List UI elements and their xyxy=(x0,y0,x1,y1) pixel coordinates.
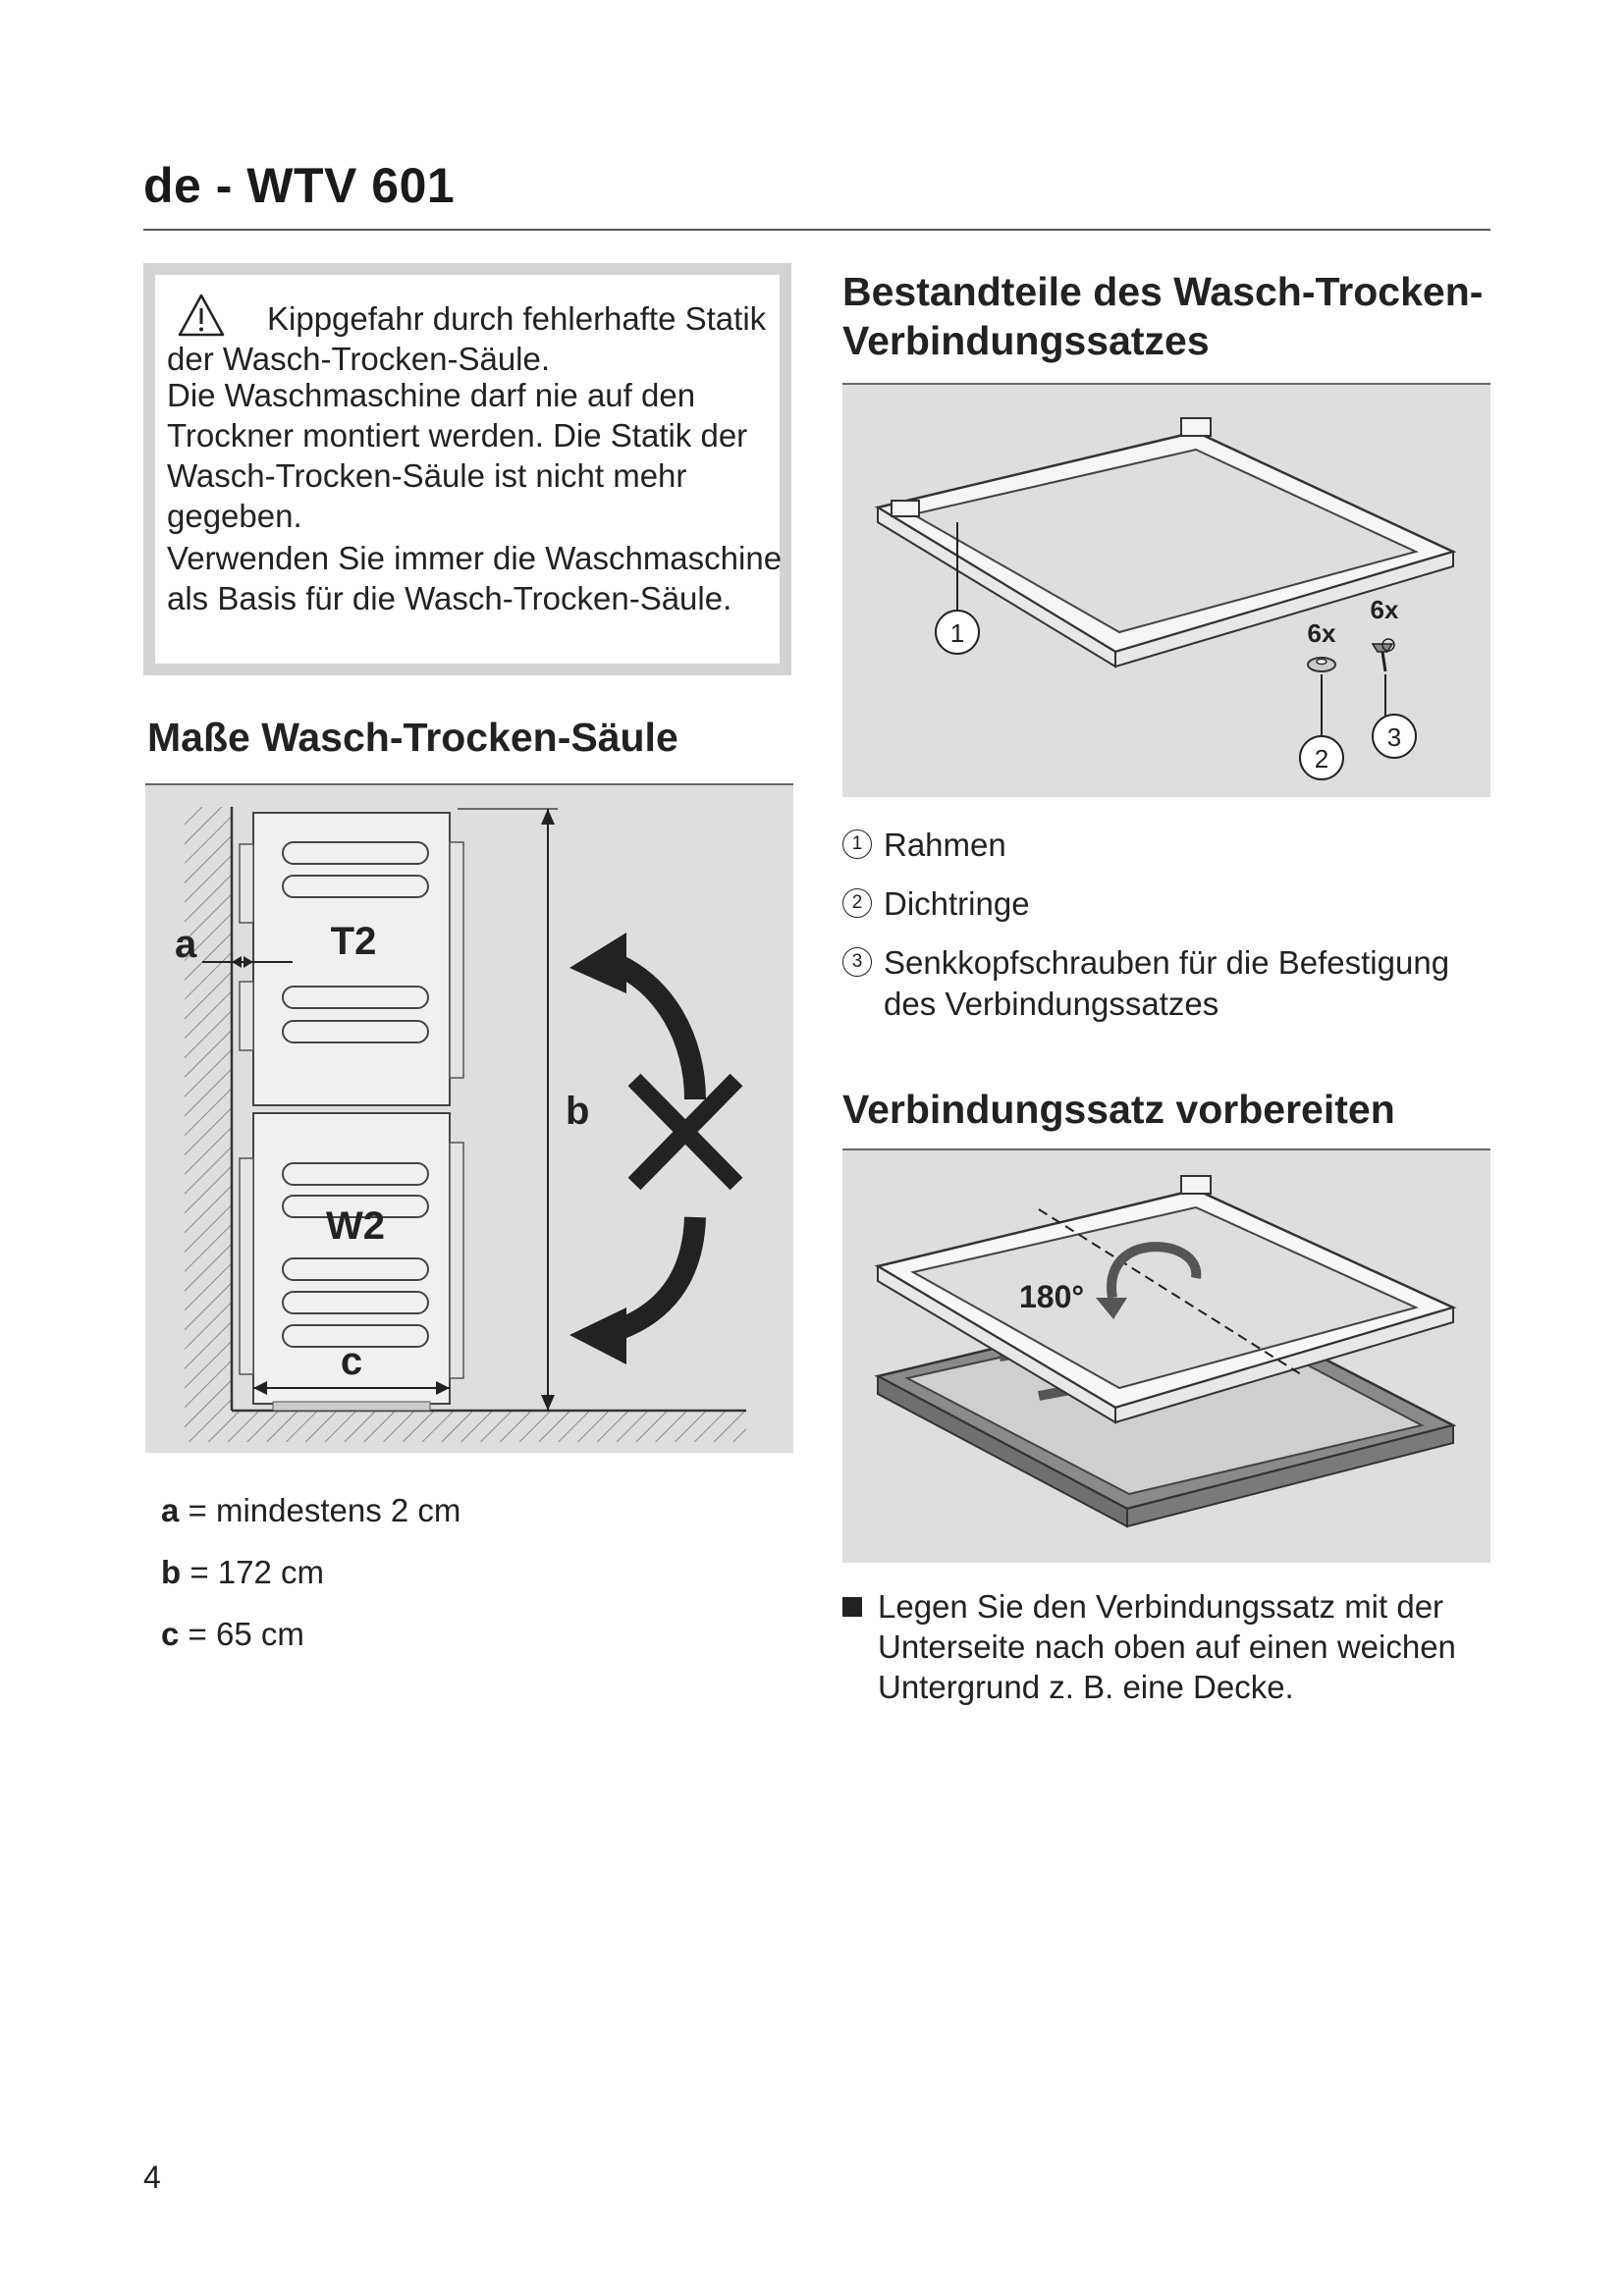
floor xyxy=(185,1411,746,1442)
sealing-ring-qty: 6x xyxy=(1307,618,1336,648)
warning-box xyxy=(143,263,791,675)
section-heading-dimensions: Maße Wasch-Trocken-Säule xyxy=(147,715,678,760)
callout-1: 1 xyxy=(949,618,965,648)
dryer-label: T2 xyxy=(330,920,377,963)
page-title: de - WTV 601 xyxy=(143,158,456,213)
dimensions-figure xyxy=(145,783,793,1453)
warning-paragraph: Die Waschmaschine darf nie auf den Trockner montiert werden. Die Statik der Wasch-Trocken-Säule ist nicht mehr gegeben. xyxy=(167,377,748,534)
legend-item-screws: 3 Senkkopfschrauben für die Befestigung des Verbindungssatzes xyxy=(842,942,1490,1025)
warning-box-content xyxy=(155,275,783,664)
dimension-c-value: c = 65 cm xyxy=(161,1616,304,1652)
section-heading-prepare: Verbindungssatz vorbereiten xyxy=(842,1087,1395,1132)
rotation-angle-label: 180° xyxy=(1019,1279,1085,1314)
components-figure xyxy=(842,383,1490,797)
wall xyxy=(185,807,232,1411)
legend-item-frame: 1 Rahmen xyxy=(842,825,1006,866)
dimension-a-value: a = mindestens 2 cm xyxy=(161,1492,461,1528)
page-number: 4 xyxy=(143,2160,161,2195)
screw-qty: 6x xyxy=(1370,595,1399,624)
dimension-b-label: b xyxy=(566,1090,590,1133)
step-bullet-icon xyxy=(842,1597,862,1617)
sealing-ring-part xyxy=(1308,658,1335,671)
prepare-figure xyxy=(842,1148,1490,1563)
dimension-a-label: a xyxy=(175,923,197,966)
dimension-b-value: b = 172 cm xyxy=(161,1554,324,1590)
dimension-c-label: c xyxy=(340,1340,363,1383)
callout-2: 2 xyxy=(1314,744,1329,774)
warning-paragraph: Verwenden Sie immer die Waschmaschine als Basis für die Wasch-Trocken-Säule. xyxy=(167,540,783,616)
washer-label: W2 xyxy=(326,1204,385,1248)
instruction-step-text: Legen Sie den Verbindungssatz mit der Unterseite nach oben auf einen weichen Untergrund z. B. eine Decke. xyxy=(878,1588,1456,1705)
callout-3: 3 xyxy=(1386,722,1402,752)
countersunk-screw-part xyxy=(1373,639,1394,671)
legend-item-sealing-rings: 2 Dichtringe xyxy=(842,883,1030,925)
warning-title: Kippgefahr durch fehlerhafte Statik der Wasch-Trocken-Säule. xyxy=(167,300,767,377)
header-divider xyxy=(143,229,1490,231)
section-heading-components: Bestandteile des Wasch-Trocken-Verbindungssatzes xyxy=(842,269,1484,363)
swap-not-allowed-icon xyxy=(569,933,736,1364)
